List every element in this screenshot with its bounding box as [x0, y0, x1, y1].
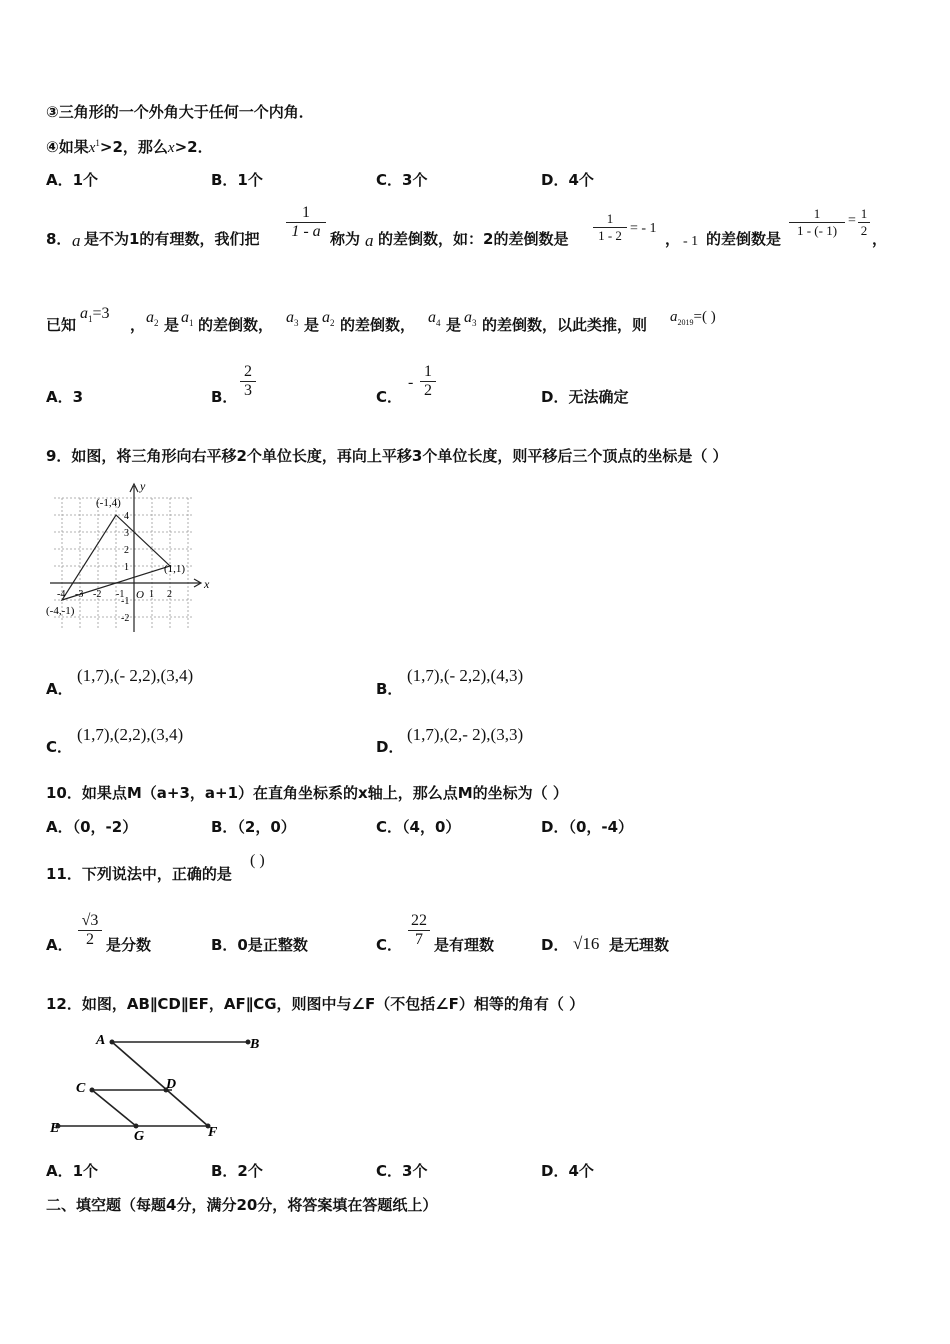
q8-a3: $a_3$	[286, 309, 299, 329]
q9-y-tick: 4	[124, 511, 129, 522]
q8-example2-half: 1 2	[858, 206, 870, 239]
q8-a2-ref: $a_2$	[322, 309, 335, 329]
q8-text3: 的差倒数，如：2的差倒数是	[378, 230, 569, 248]
q11-option-a-text: 是分数	[106, 936, 152, 954]
q8-is2: 是	[304, 316, 320, 334]
q7-option-d[interactable]: D．4个	[541, 171, 594, 189]
q12-option-d[interactable]: D．4个	[541, 1162, 594, 1180]
q11-option-c[interactable]: C．	[376, 936, 403, 954]
q8-a3-ref: $a_3$	[464, 309, 477, 329]
q12-point-label: G	[134, 1129, 145, 1144]
q9-option-c-label[interactable]: C．	[46, 738, 73, 756]
q12-point-label: C	[76, 1081, 86, 1096]
q8-diff1: 的差倒数，	[198, 316, 274, 334]
q7-stmt3: ③三角形的一个外角大于任何一个内角．	[46, 103, 314, 121]
q8-is1: 是	[164, 316, 180, 334]
q12-point-label: D	[166, 1077, 177, 1092]
q12-point-label: B	[250, 1037, 260, 1052]
q8-comma: ，	[665, 230, 681, 248]
q7-option-b[interactable]: B．1个	[211, 171, 263, 189]
q12-question: 12．如图，AB∥CD∥EF，AF∥CG，则图中与∠F（不包括∠F）相等的角有（ ）	[46, 995, 585, 1013]
q12-option-a[interactable]: A．1个	[46, 1162, 99, 1180]
q9-x-tick: 1	[149, 589, 154, 600]
q10-option-b[interactable]: B．（2，0）	[211, 818, 296, 836]
q9-question: 9．如图，将三角形向右平移2个单位长度，再向上平移3个单位长度，则平移后三个顶点的坐标是（ ）	[46, 447, 728, 465]
q11-answer-paren: ( )	[250, 852, 265, 869]
q8-option-c-sign: -	[408, 374, 414, 391]
q9-option-b[interactable]: (1,7),(- 2,2),(4,3)	[407, 666, 524, 685]
q8-example2-eq: =	[848, 213, 856, 228]
q11-option-d[interactable]: D．	[541, 936, 569, 954]
q8-number: 8．	[46, 230, 72, 248]
q7-option-c[interactable]: C．3个	[376, 171, 428, 189]
q11-option-b[interactable]: B．0是正整数	[211, 936, 308, 954]
q9-x-tick: -4	[57, 589, 66, 600]
q8-var-a: a	[72, 231, 81, 250]
q9-y-tick: 2	[124, 545, 129, 556]
q8-example1-fraction: 1 1 - 2	[593, 211, 627, 244]
q12-option-b[interactable]: B．2个	[211, 1162, 263, 1180]
q12-point-label: E	[50, 1121, 60, 1136]
q12-point-label: A	[96, 1033, 106, 1048]
q8-comma2: ，	[872, 230, 888, 248]
q8-a4: $a_4$	[428, 309, 441, 329]
q12-point-label: F	[208, 1125, 218, 1140]
q10-option-a[interactable]: A．（0，-2）	[46, 818, 138, 836]
q9-axis-y-label: y	[140, 479, 146, 493]
q8-a2019: $a_{2019}=$( )	[670, 309, 716, 327]
q9-option-a[interactable]: (1,7),(- 2,2),(3,4)	[77, 666, 194, 685]
q10-question: 10．如果点M（a+3，a+1）在直角坐标系的x轴上，那么点M的坐标为（ ）	[46, 784, 568, 802]
q8-option-c[interactable]: C．	[376, 388, 403, 406]
q8-is3: 是	[446, 316, 462, 334]
q11-option-a[interactable]: A．	[46, 936, 73, 954]
section-title: 二、填空题（每题4分，满分20分，将答案填在答题纸上）	[46, 1196, 438, 1214]
q8-a1-ref: $a_1$	[181, 309, 194, 329]
q8-text4: 的差倒数是	[706, 230, 782, 248]
q12-lines	[58, 1042, 248, 1126]
q10-option-d[interactable]: D．（0，-4）	[541, 818, 634, 836]
q9-option-d-label[interactable]: D．	[376, 738, 404, 756]
q8-example1-result: = - 1	[630, 221, 657, 236]
q8-a1: $a_1=3$	[80, 305, 110, 325]
q9-y-tick: -2	[121, 613, 130, 624]
q8-given: 已知	[46, 316, 77, 334]
q9-vertex-top-label: (-1,4)	[96, 497, 121, 509]
q8-var-a2: a	[365, 231, 374, 250]
q9-axis-x-label: x	[204, 577, 210, 591]
q11-option-a-fraction: √3 2	[78, 912, 102, 949]
q8-option-d[interactable]: D．无法确定	[541, 388, 629, 406]
q9-option-b-label[interactable]: B．	[376, 680, 403, 698]
q9-x-tick: 2	[167, 589, 172, 600]
q8-option-a[interactable]: A．3	[46, 388, 84, 406]
q9-y-tick: -1	[121, 596, 130, 607]
q8-option-b-fraction: 2 3	[240, 363, 256, 400]
q12-figure	[44, 1028, 274, 1148]
q8-option-c-fraction: 1 2	[420, 363, 436, 400]
q8-comma3: ，	[130, 316, 146, 334]
q9-option-a-label[interactable]: A．	[46, 680, 73, 698]
q9-y-tick: 1	[124, 562, 129, 573]
q12-point-labels	[49, 1033, 259, 1144]
q9-option-d[interactable]: (1,7),(2,- 2),(3,3)	[407, 725, 524, 744]
q11-option-c-text: 是有理数	[434, 936, 495, 954]
q8-example2-fraction: 1 1 - (- 1)	[789, 206, 845, 239]
q9-option-c[interactable]: (1,7),(2,2),(3,4)	[77, 725, 184, 744]
q9-x-ticks	[57, 589, 172, 600]
q9-origin-label: O	[136, 589, 144, 601]
q8-a2: $a_2$	[146, 309, 159, 329]
q9-vertex-left-label: (-4,-1)	[46, 605, 75, 617]
q8-neg-one: - 1	[683, 234, 699, 249]
q9-x-tick: -1	[116, 589, 125, 600]
q11-question: 11．下列说法中，正确的是	[46, 865, 232, 883]
q11-option-d-sqrt: √16	[573, 934, 600, 953]
q8-diff2: 的差倒数，	[340, 316, 416, 334]
q9-x-tick: -2	[93, 589, 102, 600]
q8-option-b[interactable]: B．	[211, 388, 238, 406]
q10-option-c[interactable]: C．（4，0）	[376, 818, 461, 836]
q8-text2: 称为	[330, 230, 361, 248]
q7-option-a[interactable]: A．1个	[46, 171, 99, 189]
q9-y-ticks	[121, 511, 129, 624]
q11-option-c-fraction: 22 7	[408, 912, 430, 949]
q8-fraction-def: 1 1 - a	[286, 204, 326, 241]
q12-option-c[interactable]: C．3个	[376, 1162, 428, 1180]
q9-vertex-right-label: (1,1)	[164, 563, 186, 575]
q7-stmt4: ④如果$x^1>2$，那么x>2．	[46, 138, 213, 156]
q9-y-tick: 3	[124, 528, 129, 539]
q8-text5: 的差倒数，以此类推，则	[482, 316, 648, 334]
q8-text1: 是不为1的有理数，我们把	[84, 230, 260, 248]
q11-option-d-text: 是无理数	[609, 936, 670, 954]
q9-coordinate-graph	[44, 478, 214, 638]
q9-x-tick: -3	[75, 589, 84, 600]
